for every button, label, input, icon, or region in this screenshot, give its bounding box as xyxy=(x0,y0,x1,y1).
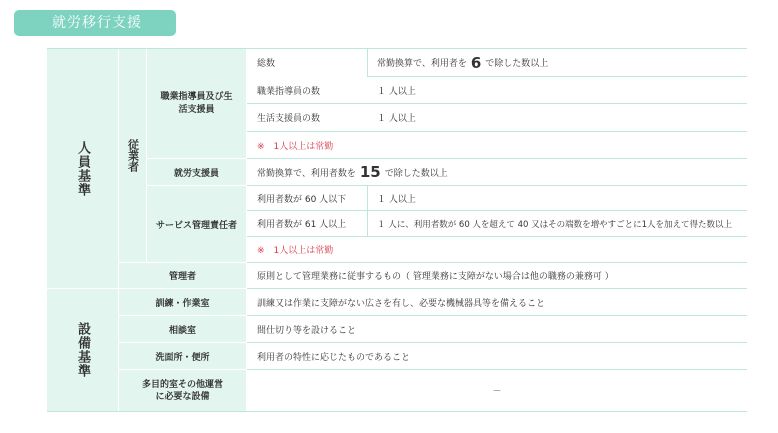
table-top-border xyxy=(47,48,747,49)
multipurpose-room-value: － xyxy=(247,370,747,411)
staff-standards-header: 人員基準 xyxy=(47,49,118,288)
employees-header: 従業者 xyxy=(119,49,146,262)
users-61-or-more-value: １ 人に、利用者数が 60 人を超えて 40 又はその端数を増やすごとに1人を加えて得た数以上 xyxy=(367,211,747,236)
row-divider xyxy=(247,210,747,211)
row-divider xyxy=(247,236,747,237)
manager-value: 原則として管理業務に従事するもの（ 管理業務に支障がない場合は他の職務の兼務可 ） xyxy=(247,263,747,288)
total-item: 総数 xyxy=(247,49,367,76)
consultation-room-label: 相談室 xyxy=(119,316,246,342)
consultation-room-value: 間仕切り等を設けること xyxy=(247,316,747,342)
row-divider xyxy=(247,131,747,132)
life-supporters-value: １ 人以上 xyxy=(367,104,747,131)
service-manager-label: サービス管理責任者 xyxy=(147,186,246,262)
row-divider xyxy=(247,185,747,186)
vocational-instructors-value: １ 人以上 xyxy=(367,77,747,103)
washroom-label: 洗面所・便所 xyxy=(119,343,246,369)
section-title-badge: 就労移行支援 xyxy=(14,10,176,36)
users-60-or-less-item: 利用者数が 60 人以下 xyxy=(247,186,367,210)
total-value: 常勤換算で、利用者を 6 で除した数以上 xyxy=(367,49,747,76)
washroom-value: 利用者の特性に応じたものであること xyxy=(247,343,747,369)
users-61-or-more-item: 利用者数が 61 人以上 xyxy=(247,211,367,236)
row-divider xyxy=(247,288,747,289)
instructors-fulltime-note: ※ 1人以上は常勤 xyxy=(247,132,747,158)
instructors-label: 職業指導員及び生活支援員 xyxy=(147,49,246,158)
life-supporters-item: 生活支援員の数 xyxy=(247,104,367,131)
row-divider xyxy=(247,103,747,104)
column-divider xyxy=(367,186,368,236)
users-60-or-less-value: １ 人以上 xyxy=(367,186,747,210)
employment-support-value: 常勤換算で、利用者数を 15 で除した数以上 xyxy=(247,159,747,185)
facility-standards-header: 設備基準 xyxy=(47,289,118,411)
training-room-value: 訓練又は作業に支障がない広さを有し、必要な機械器具等を備えること xyxy=(247,289,747,315)
row-divider xyxy=(247,262,747,263)
multipurpose-room-label: 多目的室その他運営 に必要な設備 xyxy=(119,370,246,411)
standards-table xyxy=(47,49,747,411)
employment-support-label: 就労支援員 xyxy=(147,159,246,185)
table-bottom-border xyxy=(47,411,747,412)
row-divider xyxy=(247,369,747,370)
training-room-label: 訓練・作業室 xyxy=(119,289,246,315)
row-divider xyxy=(247,315,747,316)
service-manager-fulltime-note: ※ 1人以上は常勤 xyxy=(247,237,747,262)
row-divider xyxy=(247,158,747,159)
column-divider xyxy=(367,49,368,76)
manager-label: 管理者 xyxy=(119,263,246,288)
row-divider xyxy=(247,342,747,343)
vocational-instructors-item: 職業指導員の数 xyxy=(247,77,367,103)
row-divider xyxy=(367,76,747,77)
